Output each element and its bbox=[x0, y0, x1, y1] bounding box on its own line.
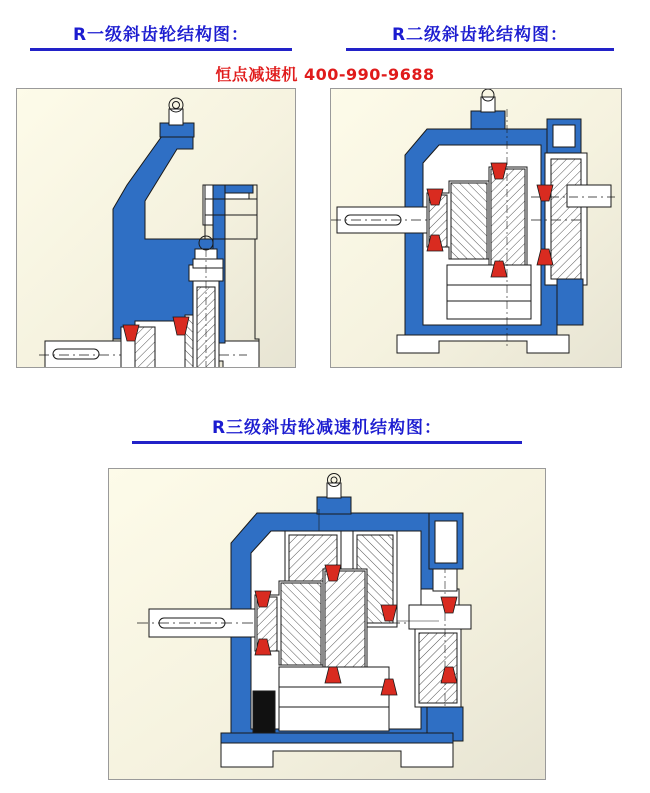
figure-3-title: R三级斜齿轮减速机结构图： bbox=[132, 413, 522, 444]
figure-2-svg bbox=[331, 89, 621, 367]
figure-1-title: R一级斜齿轮结构图： bbox=[30, 20, 292, 51]
figure-1-svg bbox=[17, 89, 295, 367]
figure-2-two-stage-drawing bbox=[330, 88, 622, 368]
contact-line: 恒点减速机 400-990-9688 bbox=[215, 65, 435, 84]
figure-3-three-stage-drawing bbox=[108, 468, 546, 780]
figure-1-single-stage-drawing bbox=[16, 88, 296, 368]
figure-3-svg bbox=[109, 469, 545, 779]
figure-2-title: R二级斜齿轮结构图： bbox=[346, 20, 614, 51]
